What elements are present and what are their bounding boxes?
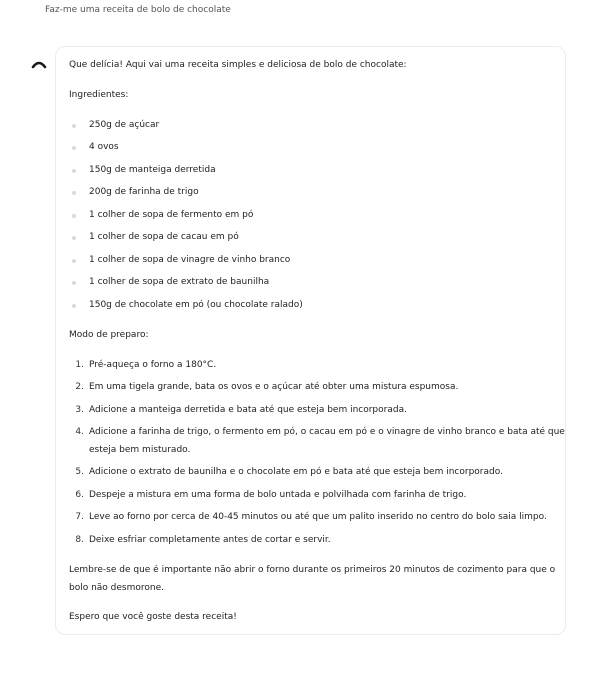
step-text: Deixe esfriar completamente antes de cortar e servir. xyxy=(89,535,331,545)
ingredient-item: 1 colher de sopa de extrato de baunilha xyxy=(89,277,270,287)
ingredients-heading: Ingredientes: xyxy=(69,90,129,100)
list-bullet xyxy=(72,236,76,240)
list-bullet xyxy=(72,124,76,128)
step-text: Adicione a manteiga derretida e bata até que esteja bem incorporada. xyxy=(89,405,407,415)
step-number: 8. xyxy=(75,535,84,545)
step-number: 4. xyxy=(75,427,84,437)
reply-closing: Espero que você goste desta receita! xyxy=(69,612,237,622)
list-bullet xyxy=(72,169,76,173)
step-number: 3. xyxy=(75,405,84,415)
step-text: Pré-aqueça o forno a 180°C. xyxy=(89,360,217,370)
ingredient-item: 4 ovos xyxy=(89,142,119,152)
step-number: 5. xyxy=(75,467,84,477)
reply-intro: Que delícia! Aqui vai uma receita simples e deliciosa de bolo de chocolate: xyxy=(69,60,407,70)
ingredient-item: 200g de farinha de trigo xyxy=(89,187,199,197)
step-text: Leve ao forno por cerca de 40-45 minutos ou até que um palito inserido no centro do bolo saia limpo. xyxy=(89,512,547,522)
list-bullet xyxy=(72,191,76,195)
step-number: 2. xyxy=(75,382,84,392)
step-text: Adicione o extrato de baunilha e o chocolate em pó e bata até que esteja bem incorporado. xyxy=(89,467,503,477)
reply-note: bolo não desmorone. xyxy=(69,583,164,593)
step-text: Em uma tigela grande, bata os ovos e o açúcar até obter uma mistura espumosa. xyxy=(89,382,459,392)
assistant-logo-icon xyxy=(31,58,47,70)
step-text: Adicione a farinha de trigo, o fermento em pó, o cacau em pó e o vinagre de vinho branco e bata até que xyxy=(89,427,565,437)
ingredient-item: 1 colher de sopa de cacau em pó xyxy=(89,232,239,242)
method-heading: Modo de preparo: xyxy=(69,330,149,340)
reply-note: Lembre-se de que é importante não abrir o forno durante os primeiros 20 minutos de cozimento para que o xyxy=(69,565,556,575)
list-bullet xyxy=(72,304,76,308)
user-message: Faz-me uma receita de bolo de chocolate xyxy=(45,5,231,15)
ingredient-item: 1 colher de sopa de vinagre de vinho branco xyxy=(89,255,291,265)
step-number: 1. xyxy=(75,360,84,370)
ingredient-item: 250g de açúcar xyxy=(89,120,160,130)
list-bullet xyxy=(72,146,76,150)
list-bullet xyxy=(72,281,76,285)
assistant-reply-bubble xyxy=(55,46,566,635)
step-text: esteja bem misturado. xyxy=(89,445,191,455)
ingredient-item: 150g de chocolate em pó (ou chocolate ralado) xyxy=(89,300,303,310)
list-bullet xyxy=(72,259,76,263)
ingredient-item: 150g de manteiga derretida xyxy=(89,165,216,175)
step-number: 7. xyxy=(75,512,84,522)
step-number: 6. xyxy=(75,490,84,500)
step-text: Despeje a mistura em uma forma de bolo untada e polvilhada com farinha de trigo. xyxy=(89,490,467,500)
ingredient-item: 1 colher de sopa de fermento em pó xyxy=(89,210,254,220)
list-bullet xyxy=(72,214,76,218)
